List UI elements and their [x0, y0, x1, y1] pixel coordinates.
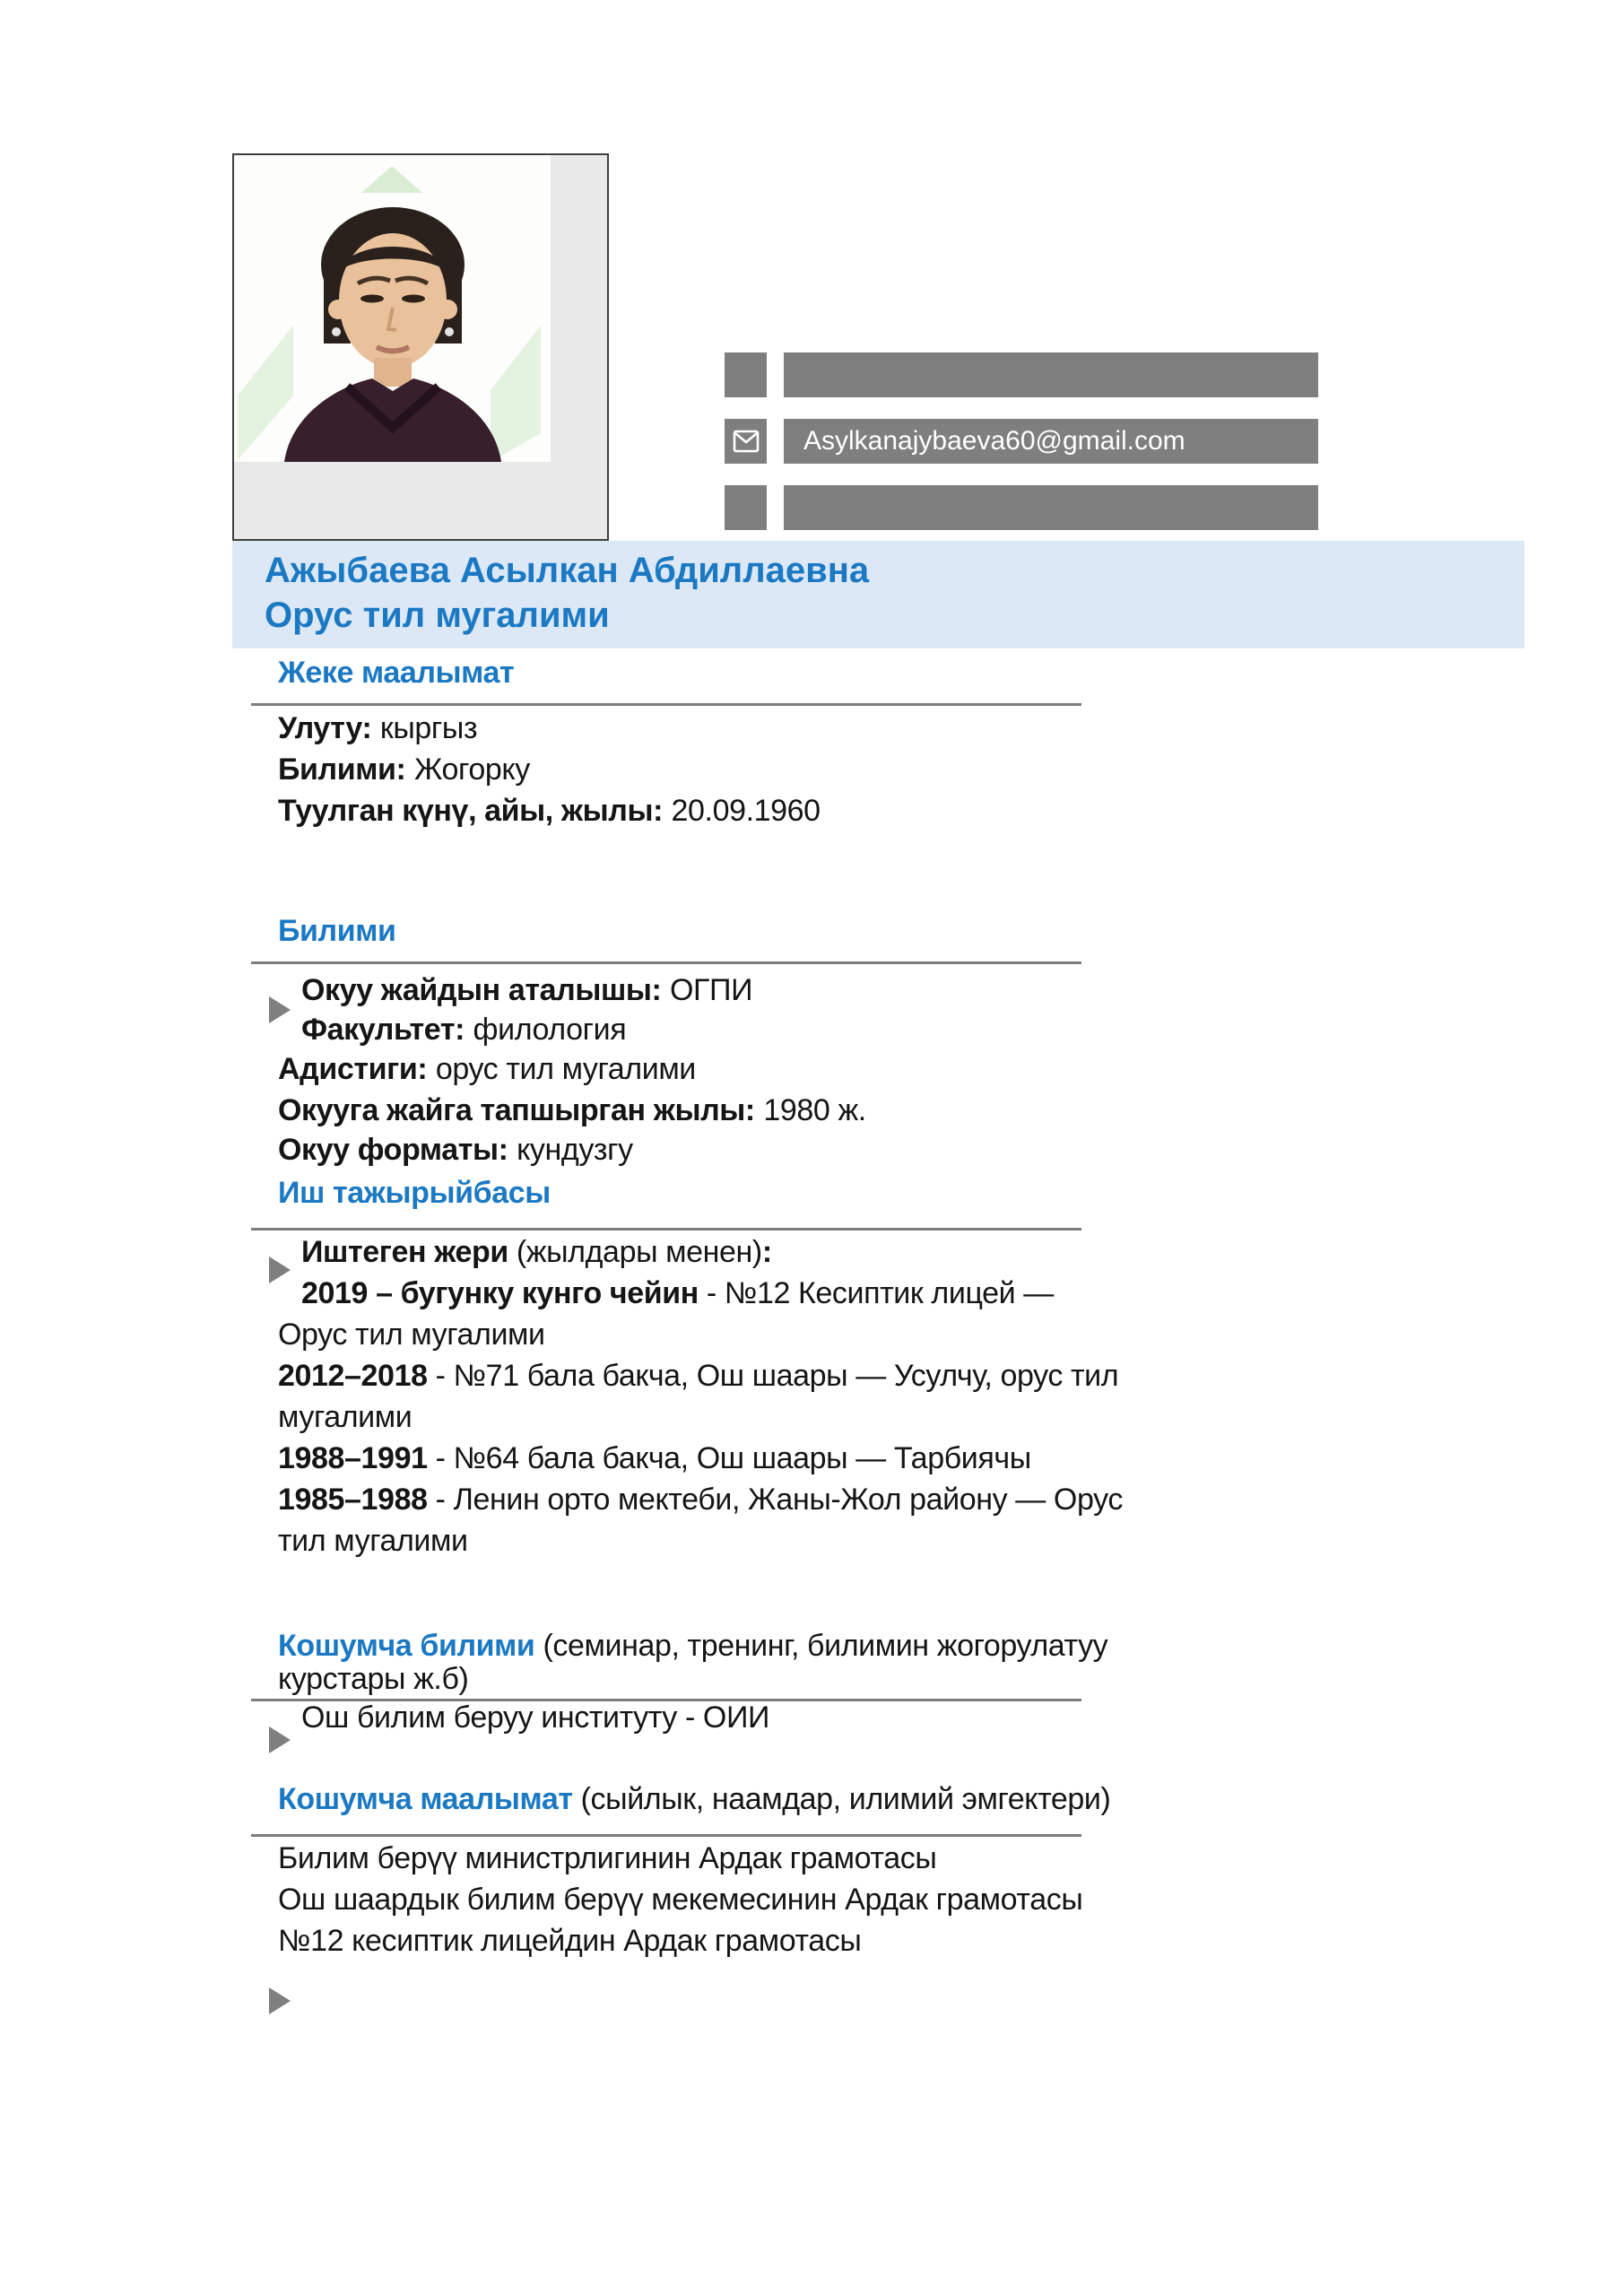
work-entry-continuation	[278, 1396, 412, 1438]
work-detail: Орус тил мугалими	[278, 1318, 545, 1352]
item-text: Ош билим беруу институту - ОИИ	[301, 1700, 770, 1735]
field-label: Окууга жайга тапшырган жылы:	[278, 1093, 755, 1127]
section-heading-work: Иш тажырыйбасы	[278, 1176, 551, 1210]
field-label: Туулган күнү, айы, жылы:	[278, 794, 663, 828]
heading-note: (семинар, тренинг, билимин жогорулатуу	[534, 1629, 1108, 1663]
field-label: Адистиги:	[278, 1052, 428, 1086]
section-rule	[251, 703, 1081, 706]
person-name: Ажыбаева Асылкан Абдиллаевна	[265, 551, 870, 590]
field-value: Жогорку	[413, 752, 530, 787]
field-value: кыргыз	[379, 711, 478, 745]
work-detail: тил мугалими	[278, 1524, 468, 1558]
field-label: Улуту:	[278, 711, 372, 745]
heading-blue: Кошумча билими	[278, 1629, 535, 1663]
award-item	[278, 1920, 861, 1961]
contact-icon-box-2	[725, 419, 767, 464]
field-label: Окуу форматы:	[278, 1133, 508, 1167]
item-text: Билим берүү министрлигинин Ардак грамотасы	[278, 1841, 937, 1875]
field-value: орус тил мугалими	[435, 1052, 696, 1086]
work-intro-rest: (жылдары менен)	[508, 1235, 762, 1269]
work-detail: - Ленин орто мектеби, Жаны-Жол району — Орус	[427, 1483, 1123, 1517]
section-heading-education: Билими	[278, 914, 396, 948]
field-label: Билими:	[278, 752, 406, 787]
field-label: Факультет:	[301, 1013, 465, 1047]
work-detail: - №71 бала бакча, Ош шаары — Усулчу, орус тил	[427, 1359, 1119, 1393]
heading-note: курстары ж.б)	[278, 1662, 469, 1696]
field-value: ОГПИ	[669, 973, 753, 1007]
work-entry-line	[278, 1479, 1123, 1520]
field-line	[278, 749, 530, 790]
extra-education-item	[301, 1697, 769, 1738]
envelope-icon	[733, 430, 760, 453]
photo-frame	[232, 153, 609, 541]
person-title: Орус тил мугалими	[265, 596, 610, 635]
bullet-triangle	[269, 1257, 291, 1283]
work-period: 1985–1988	[278, 1483, 428, 1517]
work-period: 2012–2018	[278, 1359, 428, 1393]
work-entry-continuation	[278, 1520, 468, 1561]
work-period: 1988–1991	[278, 1441, 428, 1475]
field-value: 20.09.1960	[671, 794, 821, 828]
field-line	[278, 708, 477, 749]
item-text: №12 кесиптик лицейдин Ардак грамотасы	[278, 1924, 862, 1958]
field-value: филология	[473, 1013, 627, 1047]
award-item	[278, 1838, 936, 1879]
field-line	[301, 970, 752, 1011]
contact-icon-box-1	[725, 352, 767, 397]
field-label: Окуу жайдын аталышы:	[301, 973, 662, 1007]
work-intro-line	[301, 1231, 772, 1273]
bullet-triangle	[269, 1726, 291, 1753]
heading-blue: Кошумча маалымат	[278, 1782, 573, 1816]
field-line	[278, 790, 821, 831]
heading-note-line2	[278, 1658, 468, 1700]
header-band	[232, 541, 1524, 648]
bullet-triangle	[269, 996, 291, 1023]
section-heading-extra-info	[278, 1779, 1110, 1820]
work-entry-continuation	[278, 1314, 545, 1355]
bullet-triangle	[269, 1987, 291, 2014]
work-entry-line	[301, 1273, 1054, 1314]
contact-redacted-bar-1	[784, 352, 1318, 397]
field-value: кундузгу	[517, 1133, 633, 1167]
award-item	[278, 1879, 1082, 1920]
contact-icon-box-3	[725, 485, 767, 530]
field-line	[301, 1009, 626, 1050]
work-detail: мугалими	[278, 1400, 413, 1434]
field-line	[278, 1129, 633, 1170]
work-detail: - №12 Кесиптик лицей —	[698, 1276, 1054, 1310]
section-heading-personal: Жеке маалымат	[278, 656, 515, 690]
work-period: 2019 – бугунку кунго чейин	[301, 1276, 699, 1310]
work-entry-line	[278, 1355, 1118, 1396]
field-value: 1980 ж.	[763, 1093, 866, 1127]
section-rule	[251, 1834, 1081, 1837]
heading-note: (сыйлык, наамдар, илимий эмгектери)	[572, 1782, 1111, 1816]
work-detail: - №64 бала бакча, Ош шаары — Тарбиячы	[427, 1441, 1031, 1475]
email-text: Asylkanajybaeva60@gmail.com	[803, 426, 1185, 456]
portrait-photo	[234, 155, 551, 462]
work-intro-colon: :	[761, 1235, 772, 1269]
field-line	[278, 1048, 696, 1090]
work-intro-bold: Иштеген жери	[301, 1235, 508, 1269]
section-rule	[251, 961, 1081, 964]
field-line	[278, 1090, 866, 1131]
section-rule	[251, 1228, 1081, 1231]
contact-email-bar	[784, 419, 1318, 464]
contact-redacted-bar-3	[784, 485, 1318, 530]
work-entry-line	[278, 1438, 1031, 1479]
item-text: Ош шаардык билим берүү мекемесинин Ардак грамотасы	[278, 1883, 1083, 1917]
